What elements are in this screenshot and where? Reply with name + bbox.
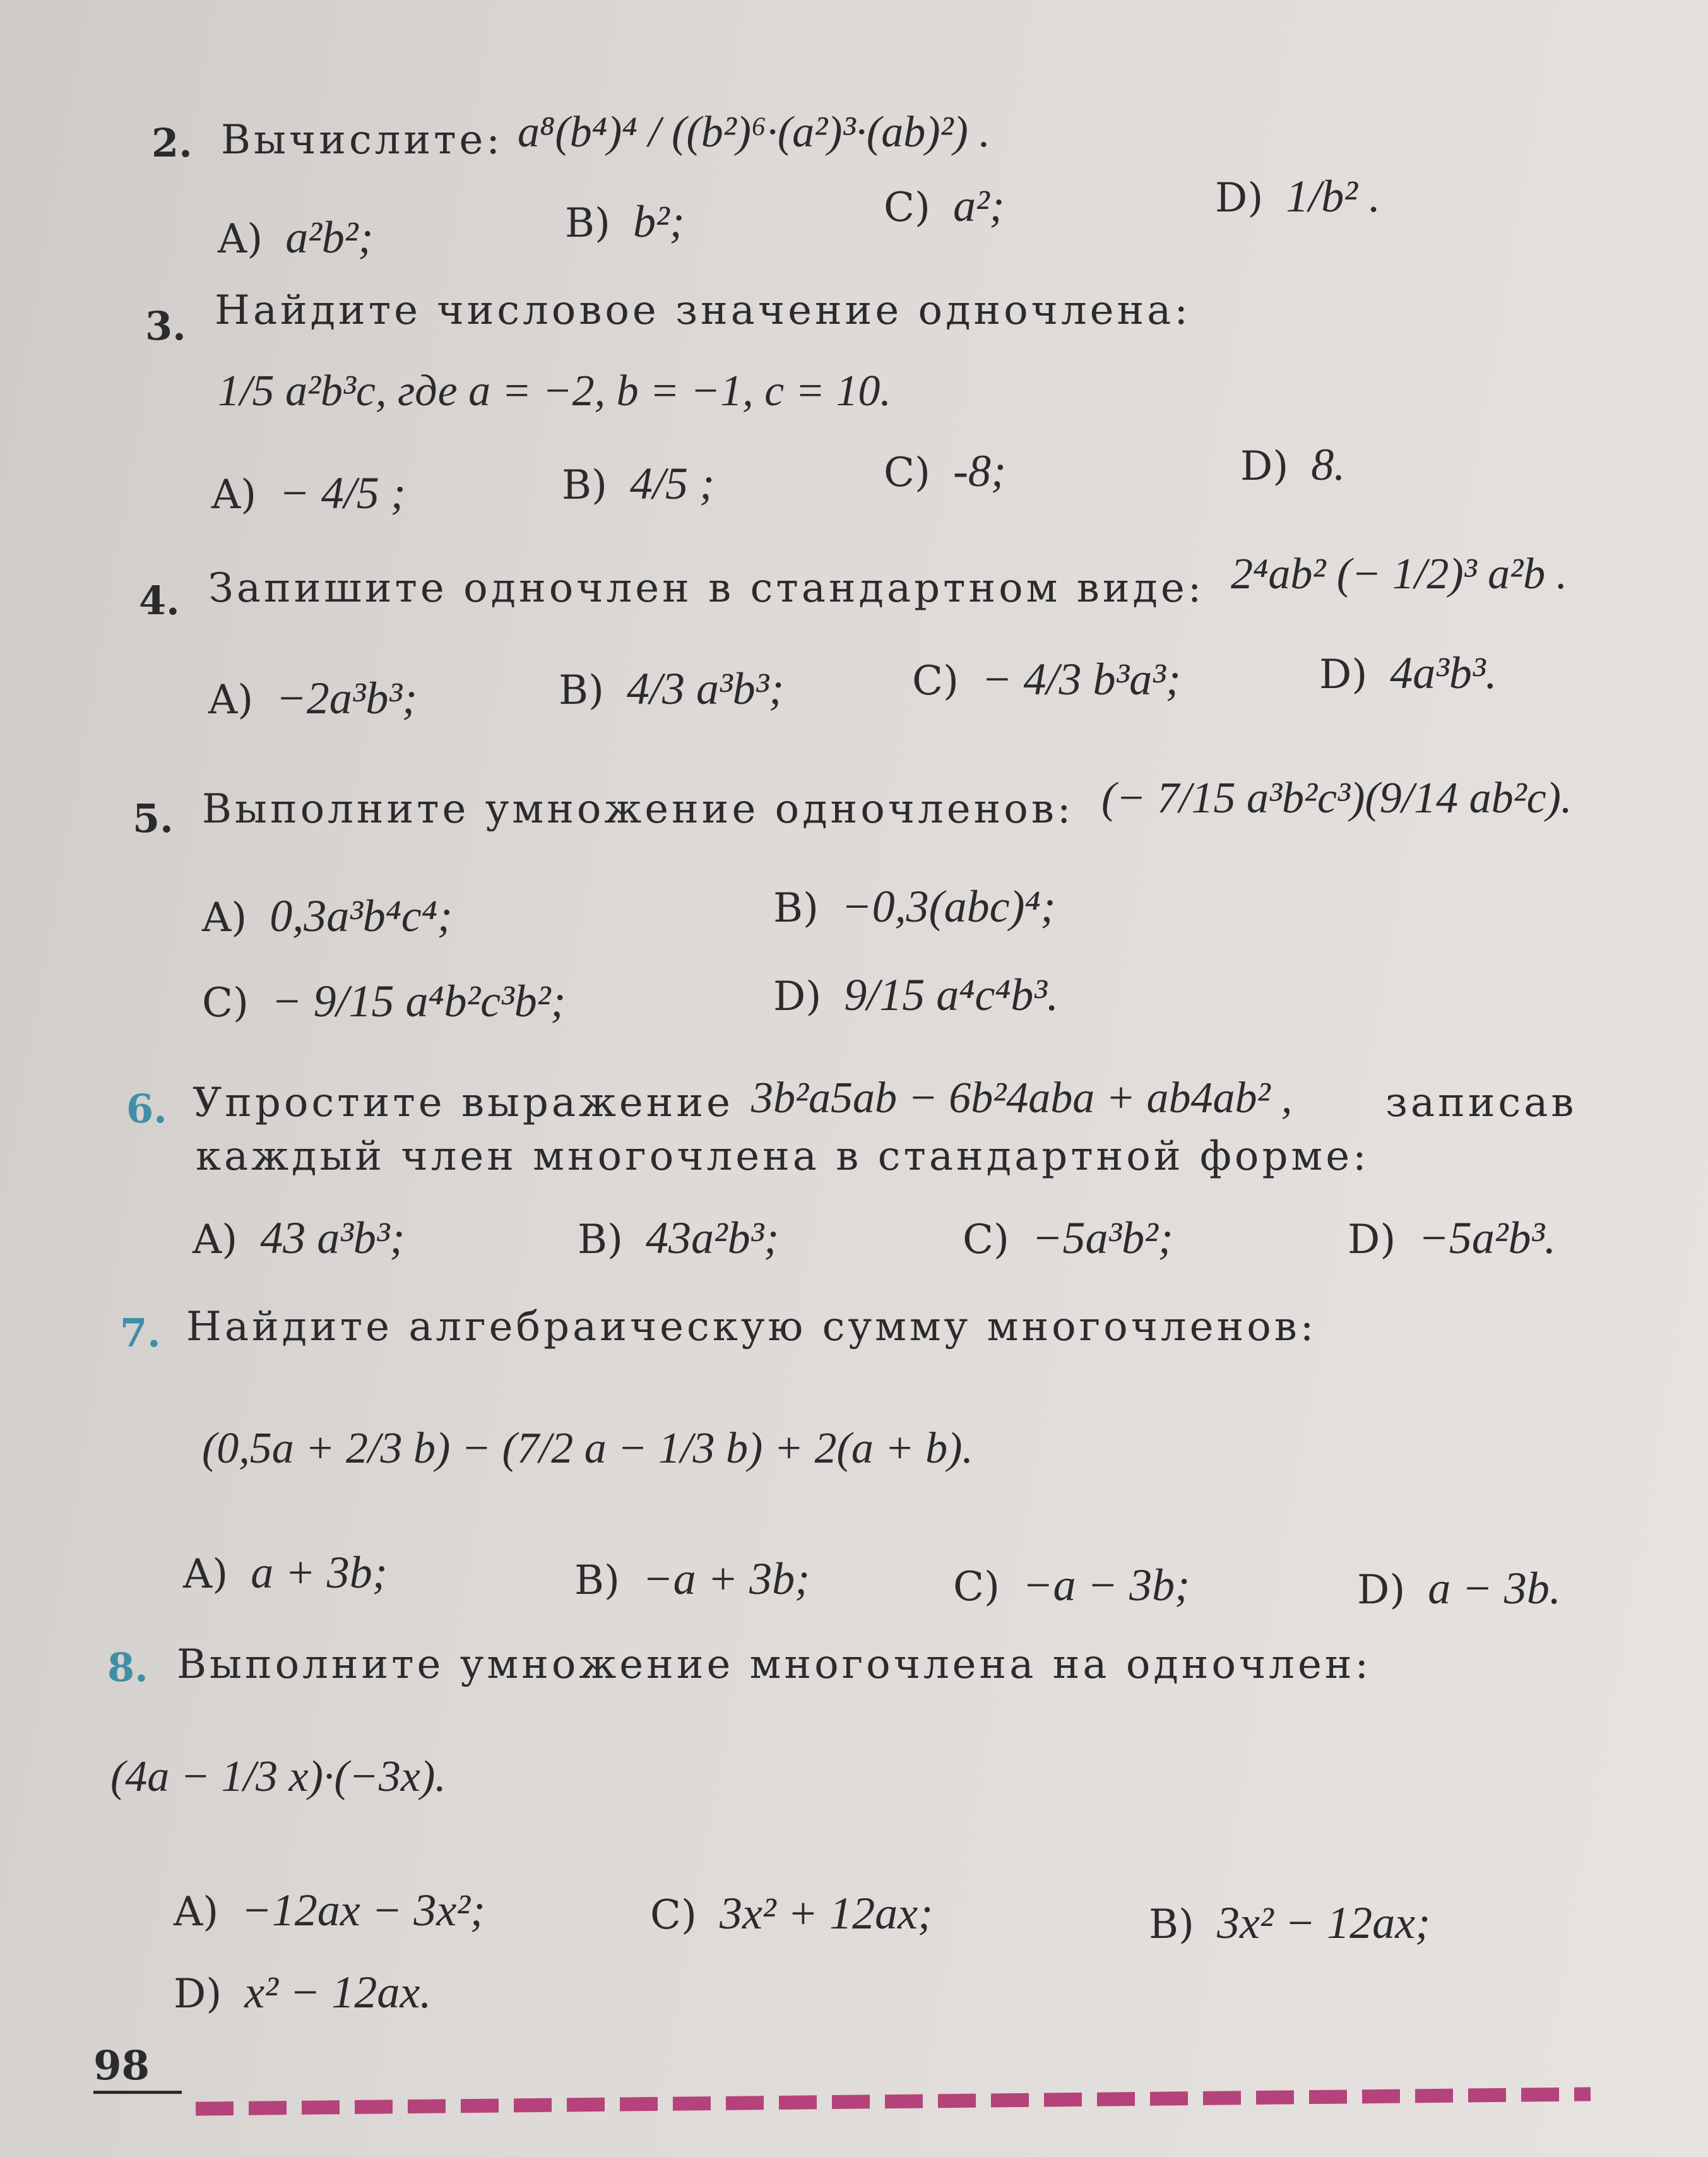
option-b[interactable]: B) −a + 3b;	[574, 1554, 810, 1604]
decorative-dashed-line	[196, 2087, 1591, 2115]
question-number: 7.	[120, 1310, 161, 1356]
option-d[interactable]: D) 9/15 a⁴c⁴b³.	[773, 970, 1059, 1020]
question-text: Выполните умножение одночленов:	[202, 786, 1074, 833]
option-b[interactable]: B) −0,3(abc)⁴;	[773, 881, 1056, 932]
expression: 3b²a5ab − 6b²4aba + ab4ab² ,	[751, 1074, 1293, 1122]
question-text: Запишите одночлен в стандартном виде:	[208, 565, 1205, 612]
question-text: Выполните умножение многочлена на одночлен:	[177, 1641, 1372, 1688]
page-number-underline	[93, 2091, 182, 2094]
option-c[interactable]: C) -8;	[884, 446, 1006, 496]
question-number: 8.	[107, 1644, 148, 1691]
option-a[interactable]: A) −12ax − 3x²;	[174, 1885, 485, 1935]
page-number: 98	[93, 2042, 150, 2089]
question-text: Упростите выражение	[193, 1079, 733, 1126]
question-number: 6.	[126, 1086, 167, 1132]
option-a[interactable]: A) a²b²;	[218, 212, 374, 263]
question-text-line2: каждый член многочлена в стандартной форме:	[196, 1133, 1370, 1180]
question-text: Найдите числовое значение одночлена:	[215, 287, 1191, 334]
question-text: Найдите алгебраическую сумму многочленов:	[186, 1304, 1317, 1350]
expression: a⁸(b⁴)⁴ / ((b²)⁶·(a²)³·(ab)²) .	[518, 108, 990, 157]
expression: (4a − 1/3 x)·(−3x).	[110, 1752, 446, 1801]
option-c[interactable]: C) − 9/15 a⁴b²c³b²;	[202, 976, 566, 1026]
question-text-cont: записав	[1385, 1079, 1577, 1126]
expression: 2⁴ab² (− 1/2)³ a²b .	[1231, 550, 1568, 598]
option-d[interactable]: D) x² − 12ax.	[174, 1967, 432, 2017]
expression: (0,5a + 2/3 b) − (7/2 a − 1/3 b) + 2(a + b).	[202, 1424, 973, 1473]
question-number: 5.	[133, 795, 174, 841]
option-b[interactable]: B) b²;	[565, 196, 685, 247]
option-c[interactable]: C) −a − 3b;	[953, 1560, 1190, 1610]
question-number: 4.	[139, 578, 180, 624]
question-number: 3.	[145, 303, 186, 349]
option-d[interactable]: D) 8.	[1240, 439, 1346, 490]
option-c[interactable]: C) − 4/3 b³a³;	[912, 654, 1181, 704]
option-a[interactable]: A) 43 a³b³;	[193, 1213, 405, 1263]
option-c[interactable]: C) a²;	[884, 181, 1005, 231]
option-b[interactable]: B) 43a²b³;	[578, 1213, 780, 1263]
option-a[interactable]: A) 0,3a³b⁴c⁴;	[202, 891, 453, 941]
option-d[interactable]: D) 1/b² .	[1215, 171, 1380, 222]
question-text: Вычислите:	[221, 117, 503, 163]
option-d[interactable]: D) −5a²b³.	[1348, 1213, 1557, 1263]
option-b[interactable]: B) 3x² − 12ax;	[1149, 1898, 1431, 1948]
expression: (− 7/15 a³b²c³)(9/14 ab²c).	[1101, 774, 1572, 823]
option-d[interactable]: D) 4a³b³.	[1319, 648, 1497, 698]
option-a[interactable]: A) a + 3b;	[183, 1547, 388, 1598]
option-c[interactable]: C) 3x² + 12ax;	[650, 1888, 933, 1939]
option-c[interactable]: C) −5a³b²;	[963, 1213, 1173, 1263]
option-b[interactable]: B) 4/3 a³b³;	[559, 663, 785, 714]
expression: 1/5 a²b³c, где a = −2, b = −1, c = 10.	[218, 367, 891, 415]
option-d[interactable]: D) a − 3b.	[1357, 1563, 1561, 1613]
option-a[interactable]: A) −2a³b³;	[208, 673, 417, 723]
question-number: 2.	[151, 120, 193, 166]
option-b[interactable]: B) 4/5 ;	[562, 458, 715, 509]
option-a[interactable]: A) − 4/5 ;	[211, 468, 406, 518]
